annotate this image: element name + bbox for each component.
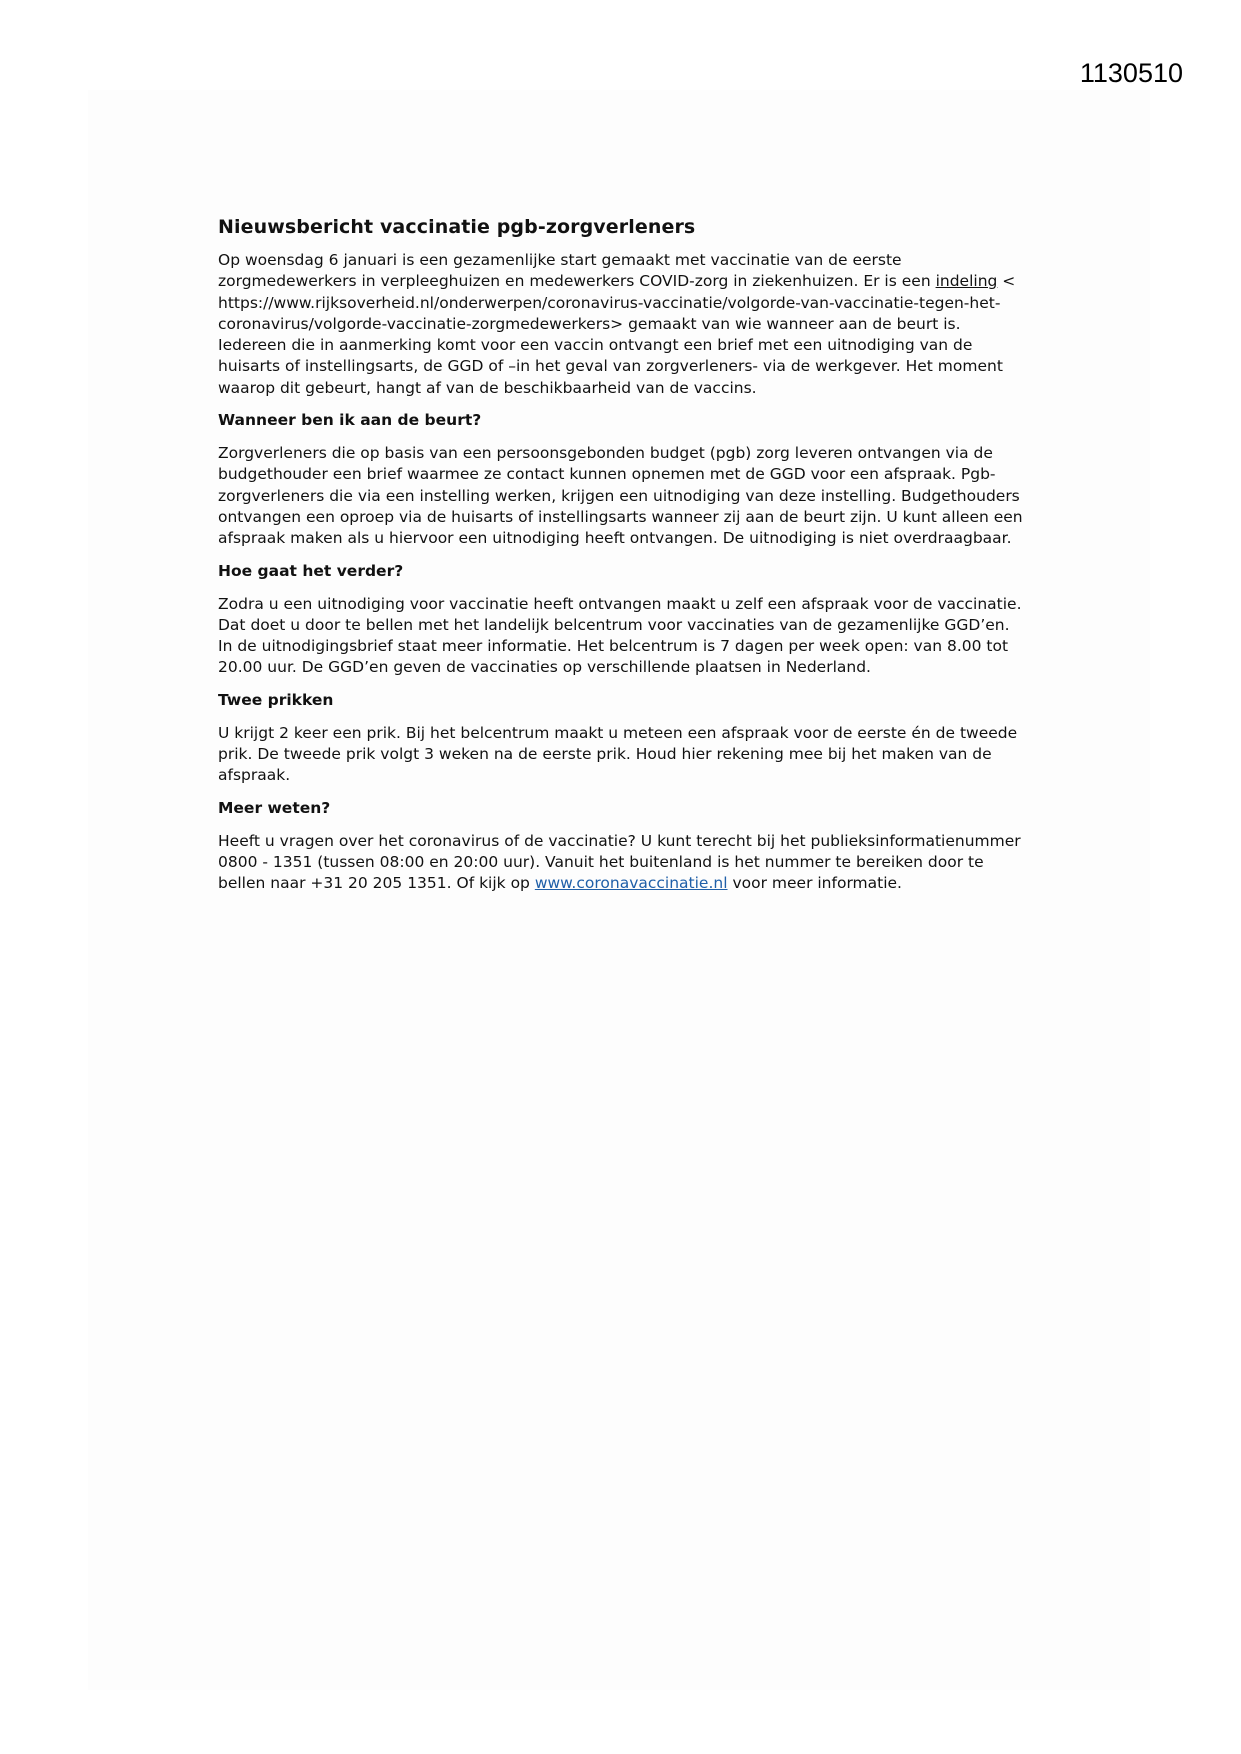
section-paragraph-verder: Zodra u een uitnodiging voor vaccinatie heeft ontvangen maakt u zelf een afspraak voor de vaccinatie. Dat doet u door te bellen met het landelijk belcentrum voor vaccinaties van de gezamenlijke GGD’en. In de uitnodigingsbrief staat meer informatie. Het belcentrum is 7 dagen per week open: van 8.00 tot 20.00 uur. De GGD’en geven de vaccinaties op verschillende plaatsen in Nederland. [218,594,1022,677]
coronavaccinatie-link[interactable]: www.coronavaccinatie.nl [534,874,728,893]
section-heading-verder: Hoe gaat het verder? [218,561,404,580]
section-heading-prikken: Twee prikken [218,690,334,709]
section-heading-meer-weten: Meer weten? [218,798,331,817]
section-paragraph-beurt: Zorgverleners die op basis van een persoonsgebonden budget (pgb) zorg leveren ontvangen via de budgethouder een brief waarmee ze contact kunnen opnemen met de GGD voor een afspraak. Pgb-zorgverleners die via een instelling werken, krijgen een uitnodiging van deze instelling. Budgethouders ontvangen een oproep via de huisarts of instellingsarts wanneer zij aan de beurt zijn. U kunt alleen een afspraak maken als u hiervoor een uitnodiging heeft ontvangen. De uitnodiging is niet overdraagbaar. [218,444,1023,548]
intro-paragraph [218,250,1028,399]
section-heading-beurt: Wanneer ben ik aan de beurt? [218,411,482,430]
intro-text-after-link: < https://www.rijksoverheid.nl/onderwerpen/coronavirus-vaccinatie/volgorde-van-vaccinatie-tegen-het-coronavirus/volgorde-vaccinatie-zorgmedewerkers> gemaakt van wie wanneer aan de beurt is. Iedereen die in aanmerking komt voor een vaccin ontvangt een brief met een uitnodiging van de huisarts of instellingsarts, de GGD of –in het geval van zorgverleners- via de werkgever. Het moment waarop dit gebeurt, hangt af van de beschikbaarheid van de vaccins. [218,272,1016,397]
section-paragraph-meer-weten [218,831,1028,895]
intro-text-before-link: Op woensdag 6 januari is een gezamenlijke start gemaakt met vaccinatie van de eerste zorgmedewerkers in verpleeghuizen en medewerkers COVID-zorg in ziekenhuizen. Er is een [218,251,936,291]
meer-weten-text-before-link: Heeft u vragen over het coronavirus of de vaccinatie? U kunt terecht bij het publieksinformatienummer 0800 - 1351 (tussen 08:00 en 20:00 uur). Vanuit het buitenland is het nummer te bereiken door te bellen naar +31 20 205 1351. Of kijk op [218,831,1021,893]
section-paragraph-prikken: U krijgt 2 keer een prik. Bij het belcentrum maakt u meteen een afspraak voor de eerste én de tweede prik. De tweede prik volgt 3 weken na de eerste prik. Houd hier rekening mee bij het maken van de afspraak. [218,723,1018,785]
news-article [218,216,1028,905]
indeling-link[interactable]: indeling [935,272,998,291]
document-number: 1130510 [1079,58,1183,88]
meer-weten-text-after-link: voor meer informatie. [727,874,902,893]
article-title: Nieuwsbericht vaccinatie pgb-zorgverleners [218,216,696,238]
